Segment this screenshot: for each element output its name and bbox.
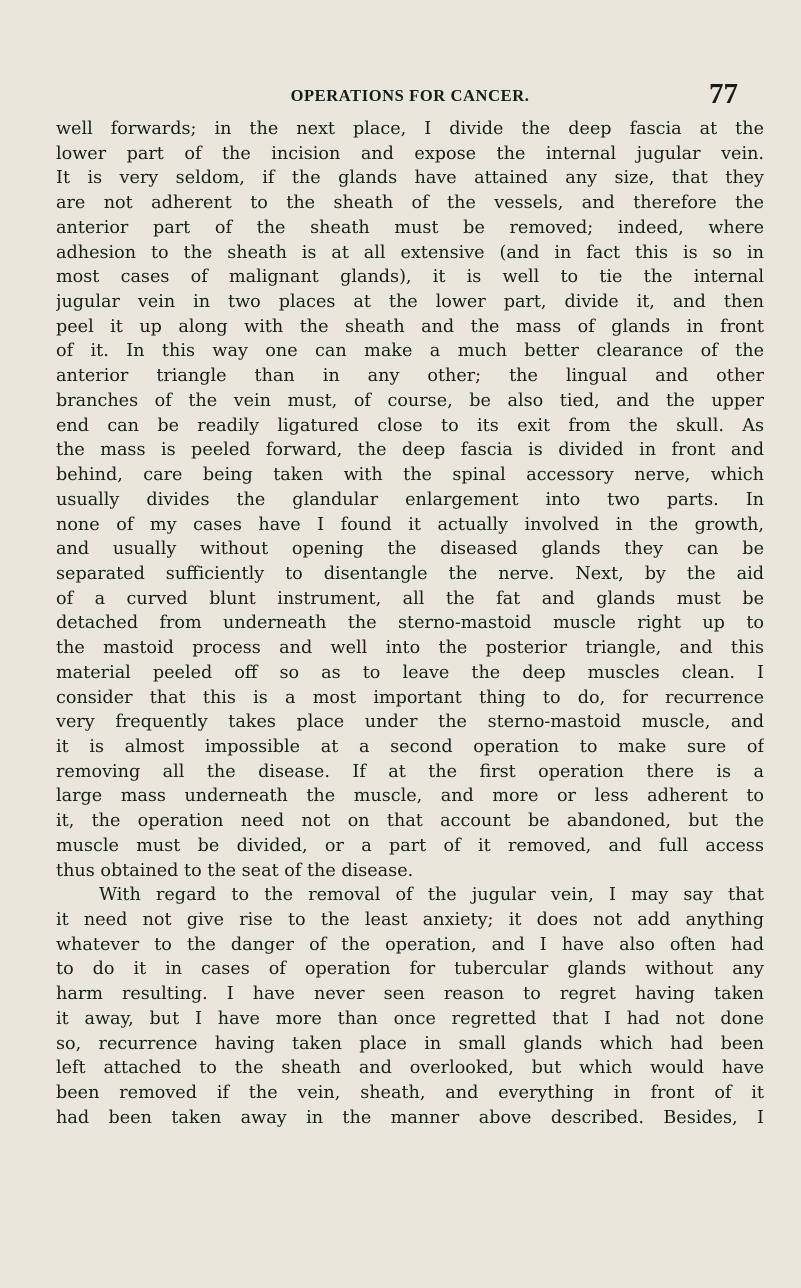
- text-line: lower part of the incision and expose the internal jugular vein.: [56, 143, 764, 164]
- text-line: the mastoid process and well into the posterior triangle, and this: [56, 638, 764, 659]
- text-line: well forwards; in the next place, I divide the deep fascia at the: [56, 119, 764, 139]
- text-line: harm resulting. I have never seen reason to regret having taken: [56, 984, 764, 1005]
- paragraph-end-line: thus obtained to the seat of the disease.: [56, 860, 414, 881]
- text-line: of it. In this way one can make a much better clearance of the: [56, 341, 764, 362]
- text-line: end can be readily ligatured close to its exit from the skull. As: [56, 415, 764, 436]
- text-line: are not adherent to the sheath of the vessels, and therefore the: [56, 193, 764, 214]
- text-line: the mass is peeled forward, the deep fascia is divided in front and: [56, 440, 764, 461]
- text-line: behind, care being taken with the spinal accessory nerve, which: [56, 465, 764, 486]
- text-line: branches of the vein must, of course, be also tied, and the upper: [56, 390, 764, 411]
- text-line: it away, but I have more than once regretted that I had not done: [56, 1008, 764, 1029]
- text-line: anterior part of the sheath must be removed; indeed, where: [56, 217, 764, 238]
- text-line: consider that this is a most important thing to do, for recurrence: [56, 687, 764, 708]
- text-line: usually divides the glandular enlargement into two parts. In: [56, 489, 764, 510]
- page-number: 77: [709, 78, 738, 110]
- text-line: it is almost impossible at a second operation to make sure of: [56, 736, 764, 757]
- text-line: detached from underneath the sterno-mastoid muscle right up to: [56, 613, 764, 634]
- text-line: left attached to the sheath and overlooked, but which would have: [56, 1058, 764, 1079]
- text-line: whatever to the danger of the operation, and I have also often had: [56, 934, 764, 955]
- page-header: [56, 80, 764, 110]
- text-line: separated sufficiently to disentangle the nerve. Next, by the aid: [56, 563, 764, 584]
- text-line: peel it up along with the sheath and the mass of glands in front: [56, 316, 764, 337]
- text-line: adhesion to the sheath is at all extensive (and in fact this is so in: [56, 242, 764, 263]
- text-line: of a curved blunt instrument, all the fat and glands must be: [56, 588, 764, 609]
- text-line: material peeled off so as to leave the deep muscles clean. I: [56, 662, 764, 683]
- text-line: to do it in cases of operation for tubercular glands without any: [56, 959, 764, 980]
- running-head: OPERATIONS FOR CANCER.: [290, 86, 530, 105]
- text-line: been removed if the vein, sheath, and everything in front of it: [56, 1083, 764, 1104]
- text-line: anterior triangle than in any other; the lingual and other: [56, 366, 764, 387]
- text-line: jugular vein in two places at the lower part, divide it, and then: [56, 292, 764, 313]
- text-line: so, recurrence having taken place in small glands which had been: [56, 1033, 764, 1054]
- text-line: very frequently takes place under the sterno-mastoid muscle, and: [56, 712, 764, 733]
- text-line: none of my cases have I found it actually involved in the growth,: [56, 514, 764, 535]
- text-line: had been taken away in the manner above described. Besides, I: [56, 1107, 764, 1128]
- text-line: muscle must be divided, or a part of it removed, and full access: [56, 835, 764, 856]
- text-line: and usually without opening the diseased glands they can be: [56, 539, 764, 560]
- text-line: it, the operation need not on that account be abandoned, but the: [56, 811, 764, 832]
- body-text: [56, 117, 764, 1130]
- paragraph-start-line: With regard to the removal of the jugular vein, I may say that: [99, 885, 764, 906]
- text-line: It is very seldom, if the glands have attained any size, that they: [56, 168, 764, 189]
- text-line: removing all the disease. If at the first operation there is a: [56, 761, 764, 782]
- text-line: large mass underneath the muscle, and more or less adherent to: [56, 786, 764, 807]
- text-line: most cases of malignant glands), it is well to tie the internal: [56, 267, 764, 288]
- text-line: it need not give rise to the least anxiety; it does not add anything: [56, 910, 764, 930]
